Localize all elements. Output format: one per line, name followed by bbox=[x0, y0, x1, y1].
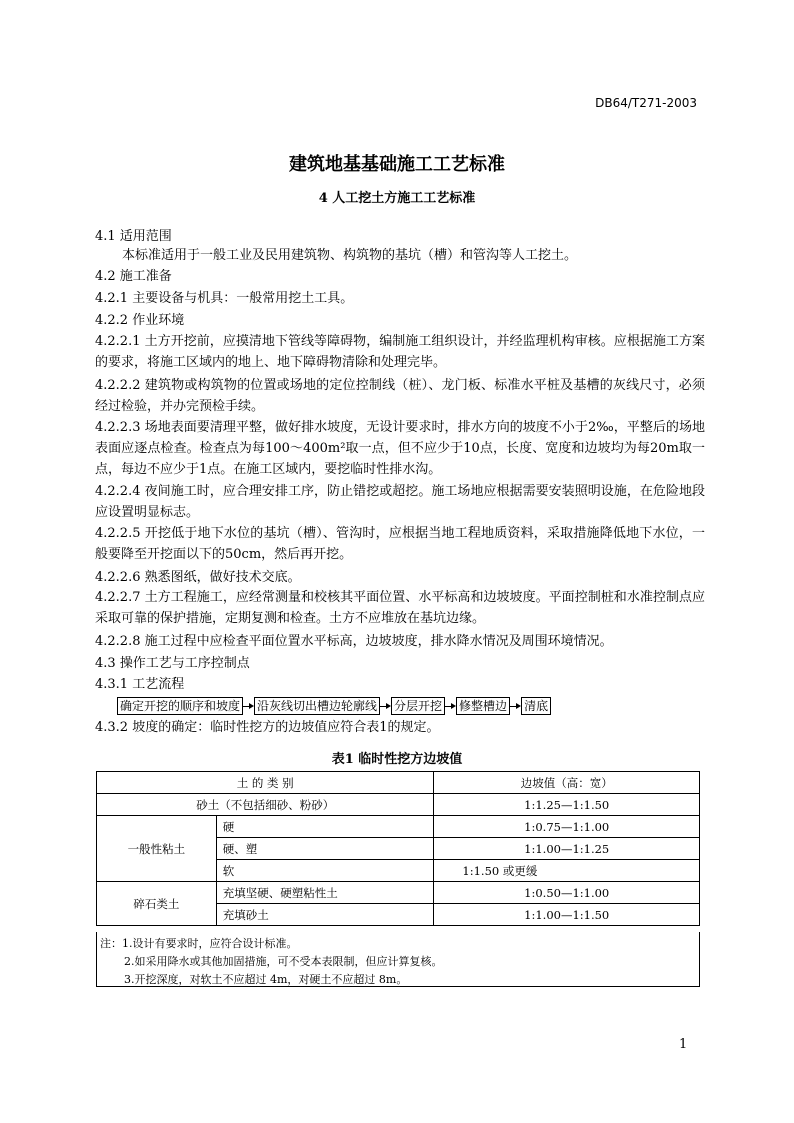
slope-cell: 1:1.25—1:1.50 bbox=[434, 794, 700, 816]
arrow-right-icon bbox=[445, 698, 456, 714]
soil-state-cell: 充填砂土 bbox=[216, 904, 434, 926]
table-row bbox=[97, 816, 700, 838]
table-row bbox=[97, 794, 700, 816]
soil-state-cell: 充填坚硬、硬塑粘性土 bbox=[216, 882, 434, 904]
soil-group-label: 一般性粘土 bbox=[97, 816, 217, 882]
soil-group-label: 碎石类土 bbox=[97, 882, 217, 926]
header-slope-value: 边坡值（高：宽） bbox=[434, 772, 700, 794]
section-4-2-2-6: 4.2.2.6 熟悉图纸，做好技术交底。 bbox=[95, 570, 301, 585]
arrow-right-icon bbox=[243, 698, 254, 714]
flow-step: 确定开挖的顺序和坡度 bbox=[117, 697, 243, 715]
slope-cell: 1:1.00—1:1.25 bbox=[434, 838, 700, 860]
chapter-heading: 4 人工挖土方施工工艺标准 bbox=[318, 191, 476, 206]
slope-cell: 1:1.00—1:1.50 bbox=[434, 904, 700, 926]
soil-state-cell: 软 bbox=[216, 860, 434, 882]
section-4-1-text: 本标准适用于一般工业及民用建筑物、构筑物的基坑（槽）和管沟等人工挖土。 bbox=[122, 248, 578, 263]
section-4-2-2-5: 4.2.2.5 开挖低于地下水位的基坑（槽）、管沟时，应根据当地工程地质资料，采取措施降低地下水位，一般要降至开挖面以下的50cm，然后再开挖。 bbox=[95, 526, 705, 562]
standard-code: DB64/T271-2003 bbox=[595, 96, 697, 110]
section-4-2-1: 4.2.1 主要设备与机具：一般常用挖土工具。 bbox=[95, 291, 354, 306]
process-flow bbox=[117, 697, 551, 715]
soil-state-cell: 硬、塑 bbox=[216, 838, 434, 860]
section-4-2-2-1: 4.2.2.1 土方开挖前，应摸清地下管线等障碍物，编制施工组织设计，并经监理机构审核。应根据施工方案的要求，将施工区域内的地上、地下障碍物清除和处理完毕。 bbox=[95, 334, 705, 370]
section-4-2-2-3: 4.2.2.3 场地表面要清理平整，做好排水坡度，无设计要求时，排水方向的坡度不小于2‰，平整后的场地表面应逐点检查。检查点为每100～400m²取一点，但不应少于10点，长度、宽度和边坡均为每20m取一点，每边不应少于1点。在施工区域内，要挖临时性排水沟。 bbox=[95, 420, 705, 477]
flow-step: 修整槽边 bbox=[456, 697, 510, 715]
section-4-2-heading: 4.2 施工准备 bbox=[95, 269, 172, 284]
flow-step: 沿灰线切出槽边轮廓线 bbox=[254, 697, 380, 715]
table-note: 2.如采用降水或其他加固措施，可不受本表限制，但应计算复核。 bbox=[124, 955, 443, 968]
table-header-row bbox=[97, 772, 700, 794]
flow-step: 清底 bbox=[521, 697, 551, 715]
slope-cell: 1:1.50 或更缓 bbox=[434, 860, 700, 882]
section-4-2-2-7: 4.2.2.7 土方工程施工，应经常测量和校核其平面位置、水平标高和边坡坡度。平面控制桩和水准控制点应采取可靠的保护措施，定期复测和检查。土方不应堆放在基坑边缘。 bbox=[95, 590, 705, 626]
section-4-1-heading: 4.1 适用范围 bbox=[95, 229, 172, 244]
section-4-2-2-8: 4.2.2.8 施工过程中应检查平面位置水平标高，边坡坡度，排水降水情况及周围环境情况。 bbox=[95, 634, 613, 649]
slope-cell: 1:0.50—1:1.00 bbox=[434, 882, 700, 904]
table-notes bbox=[96, 932, 700, 987]
table-row bbox=[97, 882, 700, 904]
arrow-right-icon bbox=[380, 698, 391, 714]
flow-step: 分层开挖 bbox=[391, 697, 445, 715]
slope-table bbox=[96, 771, 700, 926]
soil-state-cell: 硬 bbox=[216, 816, 434, 838]
table-note: 注：1.设计有要求时，应符合设计标准。 bbox=[100, 937, 298, 950]
arrow-right-icon bbox=[510, 698, 521, 714]
section-4-3-heading: 4.3 操作工艺与工序控制点 bbox=[95, 656, 250, 671]
section-4-2-2-4: 4.2.2.4 夜间施工时，应合理安排工序，防止错挖或超挖。施工场地应根据需要安装照明设施，在危险地段应设置明显标志。 bbox=[95, 484, 705, 520]
page-number: 1 bbox=[679, 1037, 688, 1052]
table-caption: 表1 临时性挖方边坡值 bbox=[331, 752, 463, 767]
soil-type-cell: 砂土（不包括细砂、粉砂） bbox=[97, 794, 434, 816]
table-note: 3.开挖深度，对软土不应超过 4m，对硬土不应超过 8m。 bbox=[124, 973, 408, 986]
section-4-3-1-heading: 4.3.1 工艺流程 bbox=[95, 677, 185, 692]
section-4-2-2-heading: 4.2.2 作业环境 bbox=[95, 313, 185, 328]
slope-cell: 1:0.75—1:1.00 bbox=[434, 816, 700, 838]
section-4-3-2: 4.3.2 坡度的确定：临时性挖方的边坡值应符合表1的规定。 bbox=[95, 720, 440, 735]
section-4-2-2-2: 4.2.2.2 建筑物或构筑物的位置或场地的定位控制线（桩）、龙门板、标准水平桩及基槽的灰线尺寸，必须经过检验，并办完预检手续。 bbox=[95, 378, 705, 414]
header-soil-type: 土 的 类 别 bbox=[97, 772, 434, 794]
document-title: 建筑地基基础施工工艺标准 bbox=[289, 154, 505, 175]
